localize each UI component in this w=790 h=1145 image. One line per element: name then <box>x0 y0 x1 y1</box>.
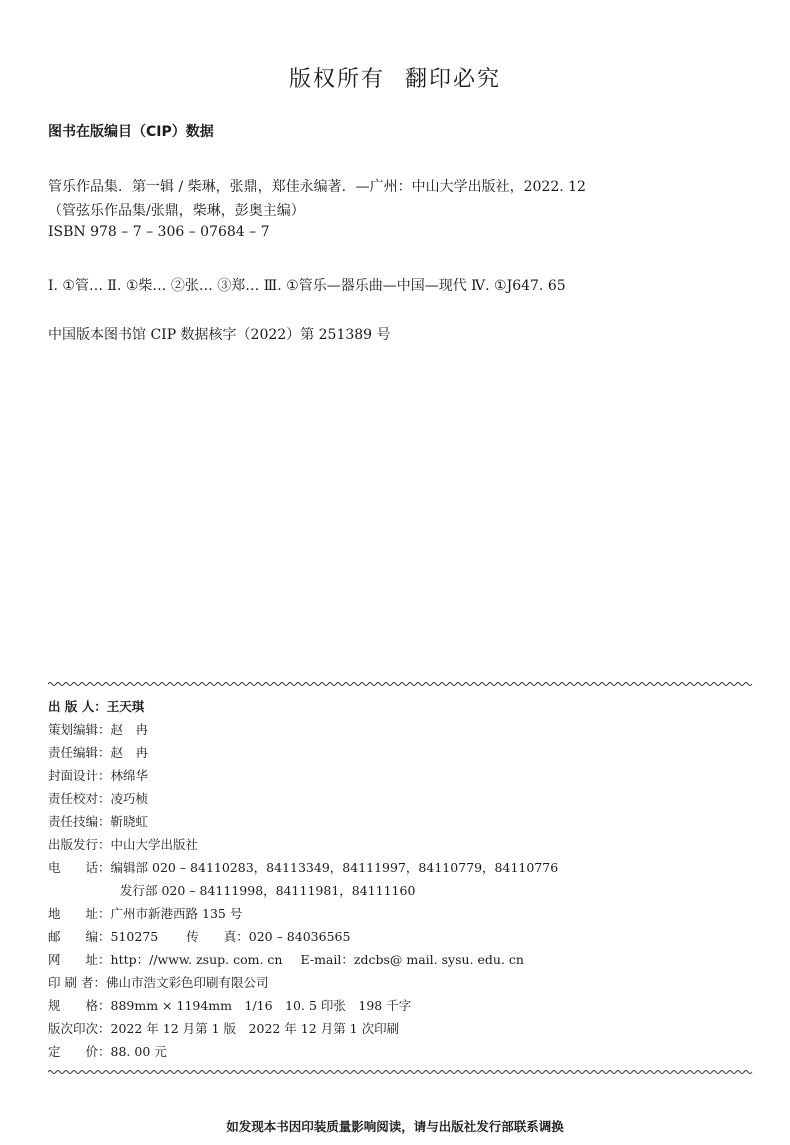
info-value: 编辑部 020 – 84110283，84113349，84111997，84110779，84110776 <box>110 860 559 875</box>
info-value: 赵 冉 <box>110 722 149 737</box>
info-value: 889mm × 1194mm 1/16 10. 5 印张 198 千字 <box>110 998 412 1013</box>
info-label: 邮 编： <box>48 929 111 944</box>
footer-notice: 如发现本书因印装质量影响阅读，请与出版社发行部联系调换 <box>226 1119 564 1134</box>
info-postcode-fax <box>48 927 350 945</box>
info-edition <box>48 1019 399 1037</box>
page-title <box>0 62 790 93</box>
info-value: 中山大学出版社 <box>110 837 199 852</box>
wavy-divider-bottom <box>48 1068 758 1076</box>
info-website-email <box>48 950 524 968</box>
info-specification <box>48 996 411 1014</box>
info-label: 责任技编： <box>48 814 111 829</box>
info-value: 靳晓虹 <box>110 814 149 829</box>
info-value: 510275 <box>110 929 159 944</box>
info-value: 赵 冉 <box>110 745 149 760</box>
info-label: 版次印次： <box>48 1021 111 1036</box>
info-printer <box>48 973 268 991</box>
cip-record-number: 中国版本图书馆 CIP 数据核字（2022）第 251389 号 <box>48 327 391 343</box>
info-publisher <box>48 697 144 715</box>
info-value: 广州市新港西路 135 号 <box>110 906 243 921</box>
info-value: 020 – 84036565 <box>248 929 351 944</box>
info-label: 定 价： <box>48 1044 111 1059</box>
info-label: 规 格： <box>48 998 111 1013</box>
info-label: 封面设计： <box>48 768 111 783</box>
info-technical-editor <box>48 812 148 830</box>
info-label: 出 版 人： <box>48 699 107 714</box>
info-label: 网 址： <box>48 952 111 967</box>
info-label: 策划编辑： <box>48 722 111 737</box>
wavy-divider-top <box>48 680 758 688</box>
info-label: 传 真： <box>186 929 249 944</box>
info-label: 电 话： <box>48 860 111 875</box>
info-responsible-editor <box>48 743 148 761</box>
info-address <box>48 904 242 922</box>
info-label: 责任校对： <box>48 791 111 806</box>
title-copyright: 版权所有 <box>288 67 385 92</box>
info-label: 印 刷 者： <box>48 975 106 990</box>
cip-series-line: （管弦乐作品集/张鼎，柴琳，彭奥主编） <box>48 203 305 219</box>
info-email-value[interactable]: zdcbs@ mail. sysu. edu. cn <box>353 952 524 967</box>
info-label: 出版发行： <box>48 837 111 852</box>
cip-title-line: 管乐作品集．第一辑 / 柴琳，张鼎，郑佳永编著．—广州：中山大学出版社，2022. 12 <box>48 179 586 195</box>
info-price <box>48 1042 167 1060</box>
cip-classification: Ⅰ. ①管… Ⅱ. ①柴… ②张… ③郑… Ⅲ. ①管乐—器乐曲—中国—现代 Ⅳ. ①J647. 65 <box>48 278 566 294</box>
info-phone <box>48 858 558 876</box>
info-label: 责任编辑： <box>48 745 111 760</box>
info-label: 地 址： <box>48 906 111 921</box>
info-value: 佛山市浩文彩色印刷有限公司 <box>105 975 269 990</box>
info-planning-editor <box>48 720 148 738</box>
info-cover-design <box>48 766 148 784</box>
info-distributor <box>48 835 198 853</box>
title-reprint-notice: 翻印必究 <box>405 67 502 92</box>
info-value: 88. 00 元 <box>110 1044 167 1059</box>
info-value: 林绵华 <box>110 768 149 783</box>
info-label: E-mail： <box>300 952 354 967</box>
info-value: 王天琪 <box>106 699 145 714</box>
info-phone-distribution: 发行部 020 – 84111998，84111981，84111160 <box>120 883 416 898</box>
cip-isbn: ISBN 978 – 7 – 306 – 07684 – 7 <box>48 224 270 240</box>
info-value: 凌巧桢 <box>110 791 149 806</box>
info-value: 2022 年 12 月第 1 版 2022 年 12 月第 1 次印刷 <box>110 1021 400 1036</box>
info-website-value[interactable]: http：//www. zsup. com. cn <box>110 952 283 967</box>
cip-heading: 图书在版编目（CIP）数据 <box>48 124 214 140</box>
info-proofreader <box>48 789 148 807</box>
